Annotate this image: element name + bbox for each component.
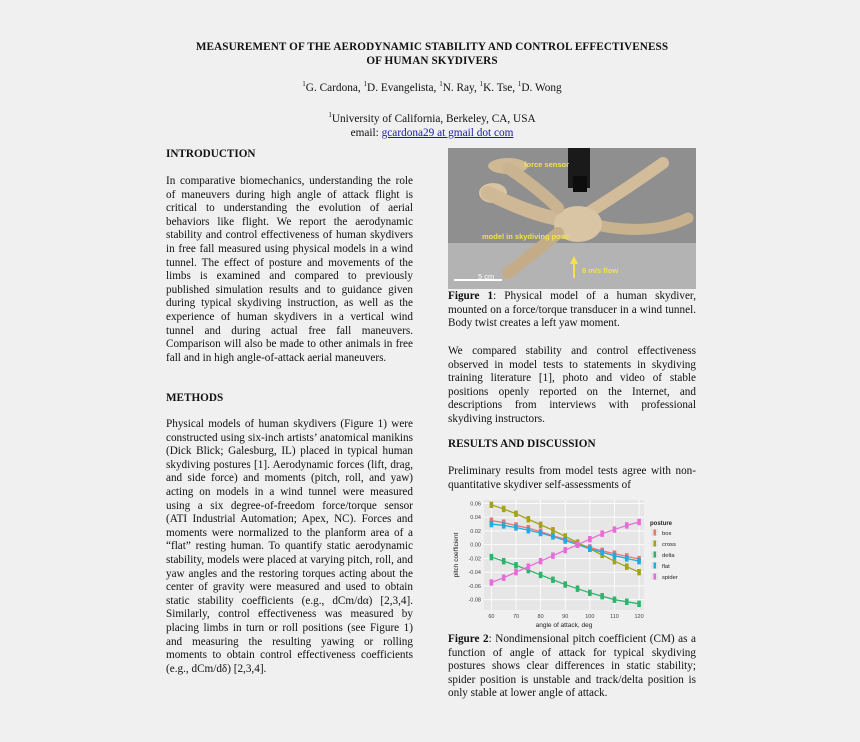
- data-point-cross: [527, 516, 531, 522]
- data-point-delta: [563, 581, 567, 587]
- x-tick-label: 70: [512, 614, 520, 620]
- comparison-paragraph: We compared stability and control effectiveness observed in model tests to statements in skydiving training literature [1], photo and video of stable positions openly reported on the Internet, and descriptions from interviews with professional skydiving instructors.: [448, 345, 696, 425]
- methods-paragraph: Physical models of human skydivers (Figure 1) were constructed using six-inch artists’ anatomical manikins (Dick Blick; Galesburg, IL) placed in typical human skydiving postures [1]. Aerodynamic forces (lift, drag, and side force) and moments (pitch, roll, and yaw) acting on models in a wind tunnel were measured using a six degree-of-freedom force/torque sensor (ATI Industrial Automation; Apex, NC). Forces and moments were normalized to the planform area of a “flat” resting human. To quantify static aerodynamic stability, models were placed at varying pitch, roll, and yaw angles and the restoring torques acting about the center of gravity were measured and used to obtain static stability coefficients (e.g., dCm/dα) [2,3,4]. Similarly, control effectiveness was measured by placing limbs in turn or roll positions (see Figure 1) and measuring the resulting yawing or rolling moments to obtain control effectiveness coefficients (e.g., dCm/dδ) [2,3,4].: [166, 418, 413, 675]
- data-point-flat: [600, 549, 604, 555]
- y-tick-label: 0.06: [470, 501, 481, 508]
- figure-2-caption-text: : Nondimensional pitch coefficient (CM) as a function of angle of attack for typical skydiving postures shows clear differences in static stability; spider position is unstable and track/delta position is only stable at lower angle of attack.: [448, 633, 696, 700]
- x-tick-label: 60: [488, 614, 495, 620]
- data-point-cross: [490, 502, 494, 508]
- data-point-spider: [600, 530, 604, 536]
- y-tick-label: -0.04: [468, 570, 481, 577]
- legend-key-box: [654, 530, 657, 536]
- figure-1-photo: [448, 148, 696, 289]
- data-point-flat: [539, 530, 543, 536]
- author-sup: 1: [517, 80, 522, 88]
- y-tick-label: -0.02: [468, 556, 481, 563]
- affiliation-block: [150, 108, 714, 140]
- y-tick-label: 0.02: [470, 528, 481, 535]
- data-point-delta: [613, 596, 617, 602]
- data-point-delta: [551, 577, 555, 583]
- y-tick-label: 0.00: [470, 542, 481, 549]
- legend-label-cross: cross: [662, 542, 676, 548]
- x-tick-label: 120: [634, 614, 644, 620]
- data-point-spider: [527, 563, 531, 569]
- author-sup: 1: [302, 80, 306, 88]
- figure-2-label: Figure 2: [448, 633, 489, 645]
- label-model-pose: model in skydiving pose: [482, 232, 570, 241]
- data-point-spider: [539, 558, 543, 564]
- author-sup: 1: [439, 80, 443, 88]
- data-point-flat: [625, 555, 629, 561]
- author-list: [150, 80, 714, 94]
- author-name: D. Wong: [521, 81, 562, 94]
- figure-2-chart: [448, 492, 696, 632]
- figure-1-label: Figure 1: [448, 290, 494, 302]
- y-axis-label: pitch coefficient: [453, 532, 460, 578]
- introduction-heading: INTRODUCTION: [166, 148, 256, 160]
- x-tick-label: 110: [610, 614, 619, 620]
- data-point-spider: [625, 522, 629, 528]
- email-label: email:: [350, 126, 382, 139]
- data-point-flat: [637, 558, 641, 564]
- author-sup: 1: [363, 80, 368, 88]
- data-point-flat: [551, 533, 555, 539]
- y-tick-label: -0.08: [468, 597, 481, 604]
- label-flow: 6 m/s flow: [582, 266, 619, 275]
- legend-key-delta: [654, 552, 657, 558]
- data-point-cross: [613, 558, 617, 564]
- data-point-spider: [502, 574, 506, 580]
- data-point-delta: [637, 601, 641, 607]
- data-point-cross: [539, 522, 543, 528]
- affiliation: University of California, Berkeley, CA, USA: [331, 112, 536, 125]
- author-name: K. Tse,: [483, 81, 518, 94]
- data-point-delta: [576, 585, 580, 591]
- legend-title: posture: [650, 521, 673, 527]
- label-scale-bar: 5 cm: [478, 272, 495, 281]
- data-point-spider: [514, 569, 518, 575]
- data-point-cross: [625, 563, 629, 569]
- legend-key-spider: [654, 574, 657, 580]
- data-point-delta: [490, 554, 494, 560]
- legend-key-flat: [654, 563, 657, 569]
- data-point-flat: [490, 521, 494, 527]
- label-force-sensor: force sensor: [524, 160, 570, 169]
- legend-label-flat: flat: [662, 564, 670, 570]
- data-point-delta: [539, 572, 543, 578]
- author-sup: 1: [479, 80, 484, 88]
- data-point-spider: [490, 579, 494, 585]
- data-point-cross: [502, 506, 506, 512]
- author-name: D. Evangelista,: [367, 81, 440, 94]
- data-point-flat: [514, 524, 518, 530]
- y-tick-label: 0.04: [470, 515, 481, 522]
- author-name: G. Cardona,: [305, 81, 364, 94]
- figure-1-caption: [448, 290, 696, 331]
- legend-label-spider: spider: [662, 575, 678, 581]
- title-line-2: OF HUMAN SKYDIVERS: [366, 55, 498, 67]
- pitch-coefficient-chart: [448, 492, 696, 632]
- x-tick-label: 80: [537, 614, 544, 620]
- data-point-delta: [625, 599, 629, 605]
- data-point-spider: [551, 552, 555, 558]
- data-point-spider: [576, 541, 580, 547]
- legend-label-box: box: [662, 531, 672, 537]
- affiliation-sup: 1: [328, 111, 332, 119]
- data-point-flat: [613, 552, 617, 558]
- data-point-spider: [637, 519, 641, 525]
- data-point-cross: [637, 569, 641, 575]
- data-point-flat: [527, 527, 531, 533]
- methods-heading: METHODS: [166, 392, 224, 404]
- data-point-flat: [563, 537, 567, 543]
- data-point-delta: [588, 590, 592, 596]
- results-paragraph: Preliminary results from model tests agree with non-quantitative skydiver self-assessments of: [448, 465, 696, 491]
- results-heading: RESULTS AND DISCUSSION: [448, 438, 596, 450]
- figure-2-caption: [448, 633, 696, 701]
- data-point-spider: [613, 526, 617, 532]
- data-point-flat: [588, 546, 592, 552]
- data-point-cross: [514, 511, 518, 517]
- x-axis-label: angle of attack, deg: [535, 622, 593, 629]
- skydiver-model-illustration: [448, 148, 696, 289]
- data-point-spider: [563, 547, 567, 553]
- author-name: N. Ray,: [442, 81, 480, 94]
- data-point-delta: [514, 562, 518, 568]
- paper-page: [150, 28, 714, 728]
- title-line-1: MEASUREMENT OF THE AERODYNAMIC STABILITY AND CONTROL EFFECTIVENESS: [195, 41, 669, 53]
- introduction-paragraph: In comparative biomechanics, understanding the role of maneuvers during high angle of attack flight is critical to understanding the evolution of aerial behaviors like flight. We report the aerodynamic stability and control effectiveness of human skydivers in free fall measured using physical models in a wind tunnel. The effect of posture and movements of the limbs is examined and compared to previously published simulation results and to guidance given during typical skydiving instruction, as well as the experience of human skydivers in a vertical wind tunnel and during actual free fall maneuvers. Comparison will also be made to other animals in free fall and in high angle-of-attack aerial maneuvers.: [166, 175, 413, 364]
- email-link[interactable]: gcardona29 at gmail dot com: [381, 126, 514, 139]
- x-tick-label: 100: [585, 614, 595, 620]
- data-point-spider: [588, 536, 592, 542]
- data-point-cross: [551, 527, 555, 533]
- data-point-flat: [502, 522, 506, 528]
- data-point-delta: [600, 593, 604, 599]
- paper-title: [160, 40, 704, 68]
- legend-key-cross: [654, 541, 657, 547]
- legend-label-delta: delta: [662, 553, 675, 559]
- data-point-delta: [502, 558, 506, 564]
- y-tick-label: -0.06: [468, 583, 481, 590]
- figure-1-caption-text: : Physical model of a human skydiver, mounted on a force/torque transducer in a wind tunnel. Body twist creates a left yaw moment.: [448, 290, 696, 330]
- x-tick-label: 90: [562, 614, 569, 620]
